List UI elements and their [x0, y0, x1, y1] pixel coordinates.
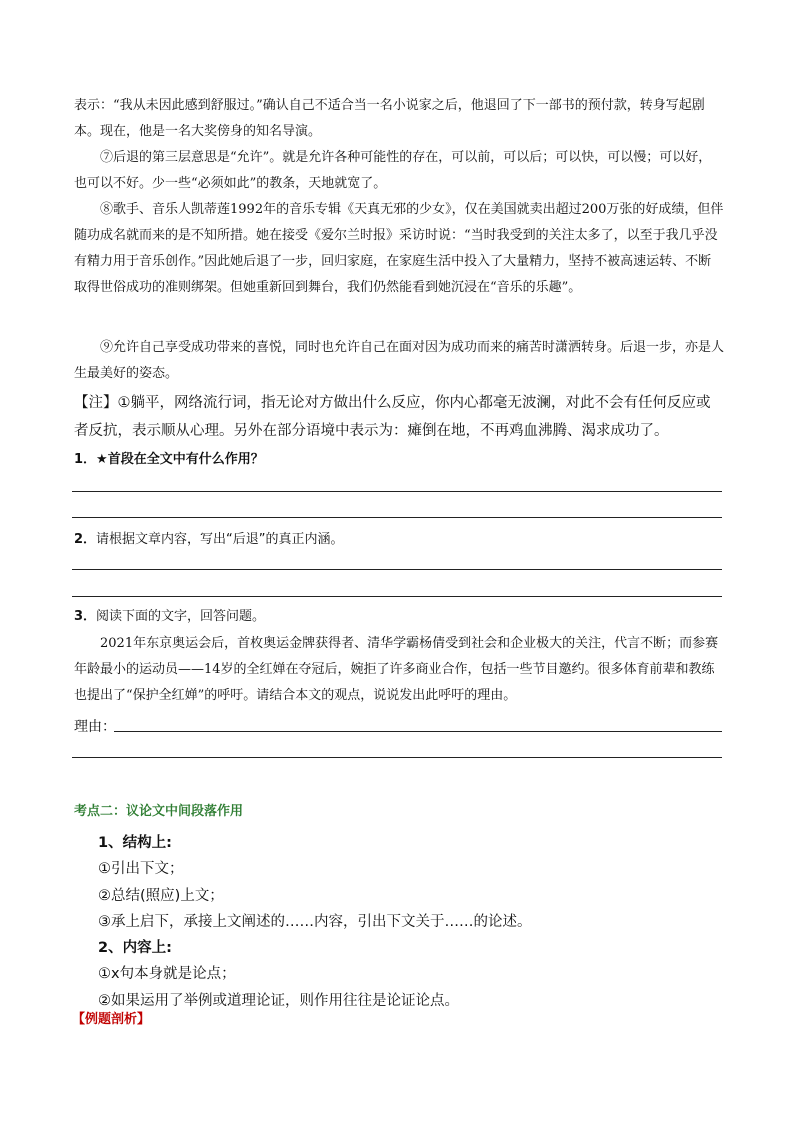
structure-point-3: ③承上启下，承接上文阐述的……内容，引出下文关于……的论述。: [98, 914, 532, 930]
example-analysis-label: 【例题剖析】: [72, 1012, 151, 1027]
answer-line-1a[interactable]: [72, 491, 722, 492]
paragraph-intro: 表示：“我从未因此感到舒服过。”确认自己不适合当一名小说家之后，他退回了下一部书的预付款，转身写起剧本。现在，他是一名大奖傍身的知名导演。: [74, 98, 705, 139]
question-3-text: 阅读下面的文字，回答问题。: [96, 609, 266, 624]
question-1: [74, 448, 264, 467]
question-1-text: ★首段在全文中有什么作用？: [96, 452, 264, 467]
question-3-number: 3．: [74, 609, 97, 624]
answer-line-3b[interactable]: [72, 757, 722, 758]
reason-label: 理由：: [74, 719, 116, 735]
answer-line-2b[interactable]: [72, 596, 722, 597]
paragraph-7: ⑦后退的第三层意思是“允许”。就是允许各种可能性的存在，可以前，可以后；可以快，可以慢；可以好，也可以不好。少一些“必须如此”的教条，天地就宽了。: [74, 150, 712, 191]
structure-point-2: ②总结(照应)上文；: [98, 888, 224, 904]
question-1-number: 1．: [74, 452, 97, 467]
paragraph-8: ⑧歌手、音乐人凯蒂莲1992年的音乐专辑《天真无邪的少女》，仅在美国就卖出超过200万张的好成绩，但伴随功成名就而来的是不知所措。她在接受《爱尔兰时报》采访时说：“当时我受到的关注太多了，以至于我几乎没有精力用于音乐创作。”因此她后退了一步，回归家庭，在家庭生活中投入了大量精力，坚持不被高速运转、不断取得世俗成功的准则绑架。但她重新回到舞台，我们仍然能看到她沉浸在“音乐的乐趣”。: [74, 202, 724, 295]
question-2-number: 2．: [74, 532, 97, 547]
structure-title: 1、结构上:: [98, 835, 172, 851]
reason-answer-line[interactable]: [114, 731, 722, 732]
paragraph-9: ⑨允许自己享受成功带来的喜悦，同时也允许自己在面对因为成功而来的痛苦时潇洒转身。后退一步，亦是人生最美好的姿态。: [74, 340, 725, 381]
section-title: 考点二：议论文中间段落作用: [74, 804, 244, 819]
answer-line-2a[interactable]: [72, 569, 722, 570]
question-3: [74, 605, 265, 624]
answer-line-1b[interactable]: [72, 517, 722, 518]
annotation-note: 【注】①躺平，网络流行词，指无论对方做出什么反应，你内心都毫无波澜，对此不会有任何反应或者反抗，表示顺从心理。另外在部分语境中表示为：瘫倒在地，不再鸡血沸腾、渴求成功了。: [74, 395, 711, 439]
question-3-material: 2021年东京奥运会后，首枚奥运金牌获得者、清华学霸杨倩受到社会和企业极大的关注，代言不断；而参赛年龄最小的运动员——14岁的全红婵在夺冠后，婉拒了许多商业合作，包括一些节目邀约。很多体育前辈和教练也提出了“保护全红婵”的呼吁。请结合本文的观点，说说发出此呼吁的理由。: [74, 636, 719, 703]
content-point-1: ①x句本身就是论点；: [98, 966, 236, 982]
content-point-2: ②如果运用了举例或道理论证，则作用往往是论证论点。: [98, 993, 459, 1009]
structure-point-1: ①引出下文；: [98, 861, 184, 877]
content-title: 2、内容上:: [98, 940, 172, 956]
question-2-text: 请根据文章内容，写出“后退”的真正内涵。: [96, 532, 344, 547]
question-2: [74, 528, 344, 547]
